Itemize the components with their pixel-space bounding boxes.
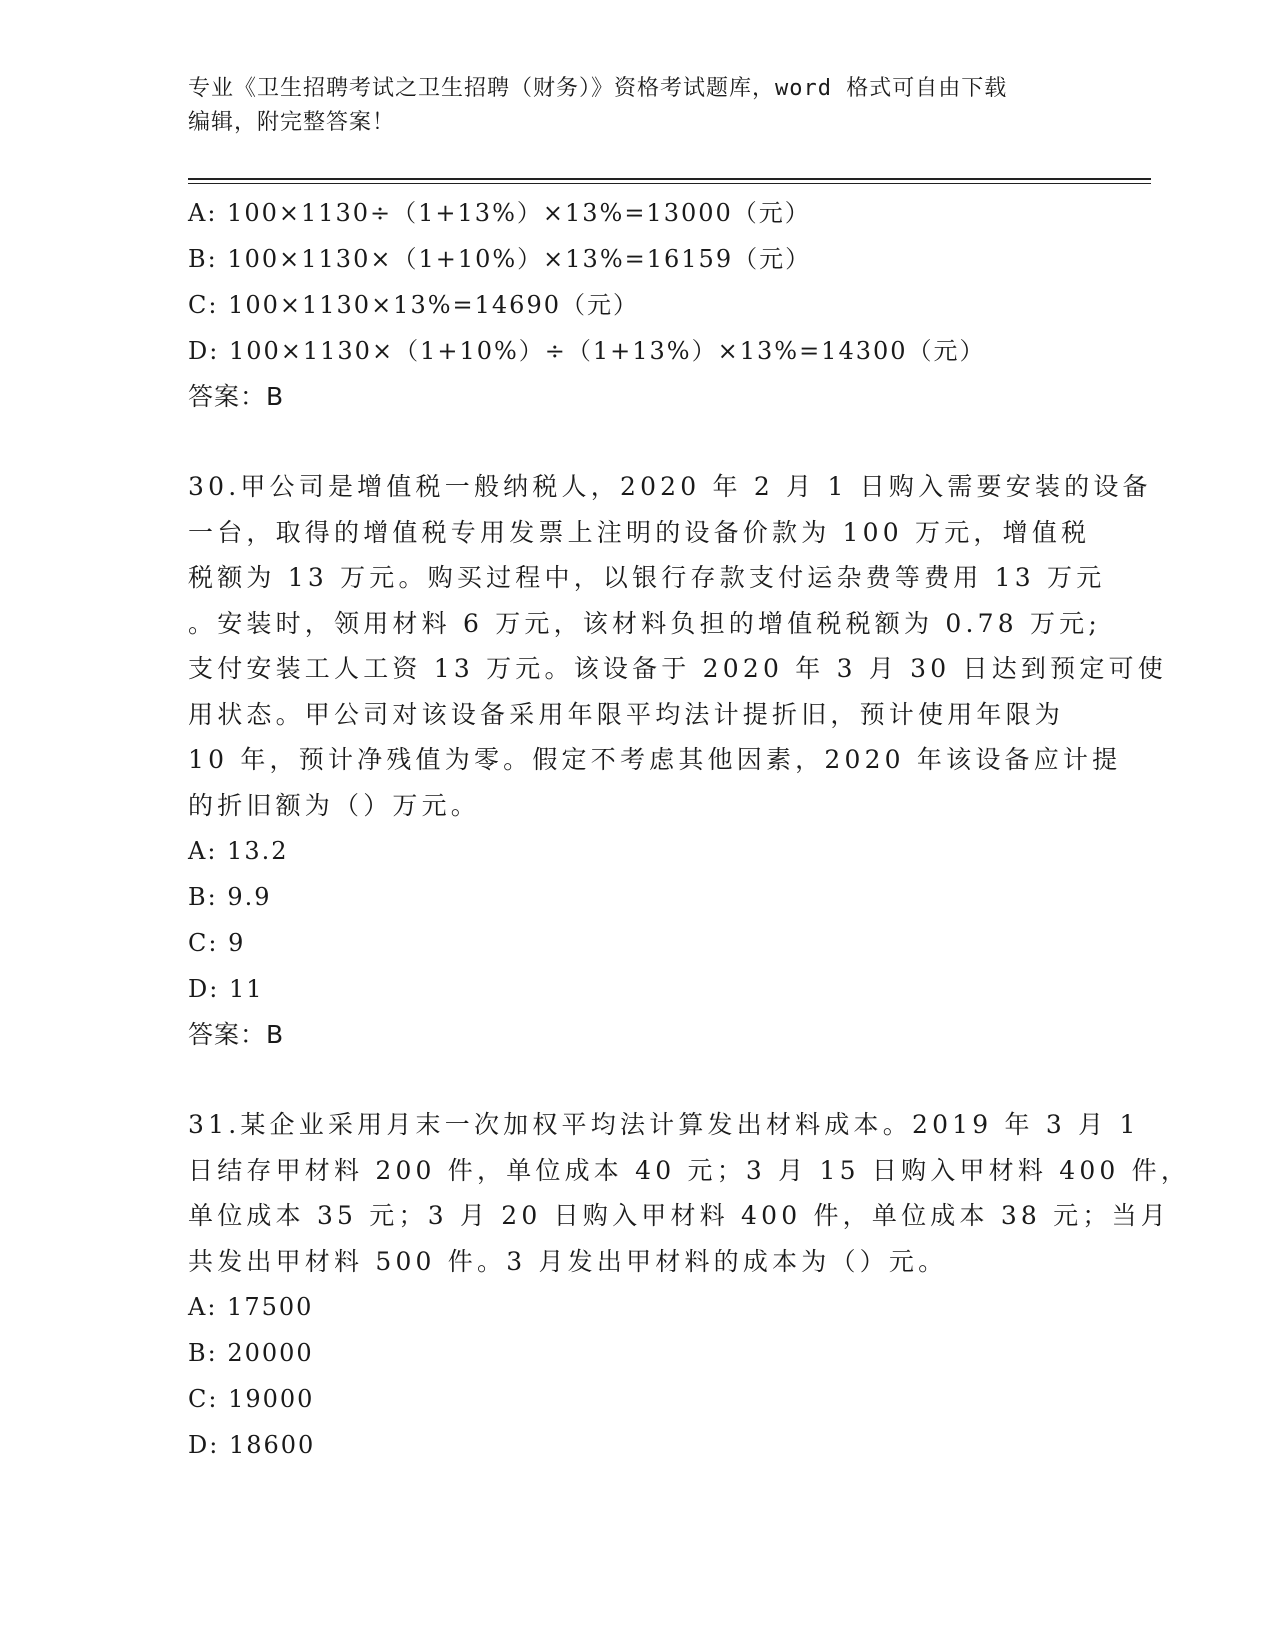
stem-line: 一台，取得的增值税专用发票上注明的设备价款为 100 万元，增值税 (188, 517, 1091, 547)
question-31-stem (188, 1102, 1191, 1284)
prev-question-options (188, 190, 1088, 374)
option-c: C: 9 (188, 929, 246, 957)
option-a: A: 13.2 (188, 837, 289, 865)
question-31-options (188, 1284, 1088, 1468)
header-rule-thick (188, 178, 1151, 180)
option-a: A: 100×1130÷（1+13%）×13%=13000（元） (188, 199, 811, 227)
option-d: D: 18600 (188, 1431, 316, 1459)
stem-line: 的折旧额为（）万元。 (188, 790, 481, 820)
question-30 (188, 464, 1167, 1058)
question-30-answer: 答案：B (188, 1020, 285, 1049)
question-31 (188, 1102, 1191, 1468)
stem-line: 共发出甲材料 500 件。3 月发出甲材料的成本为（）元。 (188, 1246, 948, 1276)
spacer (188, 420, 1088, 464)
option-b: B: 20000 (188, 1339, 314, 1367)
header-rule-thin (188, 183, 1151, 184)
option-a: A: 17500 (188, 1293, 314, 1321)
stem-line: 31.某企业采用月末一次加权平均法计算发出材料成本。2019 年 3 月 1 (188, 1110, 1140, 1139)
stem-line: 日结存甲材料 200 件，单位成本 40 元；3 月 15 日购入甲材料 400 件， (188, 1155, 1191, 1185)
question-30-options (188, 828, 1088, 1012)
prev-question-answer: 答案：B (188, 382, 285, 411)
option-d: D: 100×1130×（1+10%）÷（1+13%）×13%=14300（元） (188, 337, 986, 365)
option-c: C: 19000 (188, 1385, 315, 1413)
option-b: B: 9.9 (188, 883, 272, 911)
option-d: D: 11 (188, 975, 264, 1003)
stem-line: 单位成本 35 元；3 月 20 日购入甲材料 400 件，单位成本 38 元；当月 (188, 1201, 1170, 1230)
stem-line: 支付安装工人工资 13 万元。该设备于 2020 年 3 月 30 日达到预定可使 (188, 654, 1167, 683)
header-line-2: 编辑，附完整答案！ (188, 110, 396, 135)
stem-line: 30.甲公司是增值税一般纳税人，2020 年 2 月 1 日购入需要安装的设备 (188, 472, 1152, 501)
header-line-1: 专业《卫生招聘考试之卫生招聘（财务）》资格考试题库，word 格式可自由下载 (188, 76, 1008, 101)
question-30-stem (188, 464, 1167, 828)
document-header (188, 72, 1088, 140)
option-b: B: 100×1130×（1+10%）×13%=16159（元） (188, 245, 812, 273)
stem-line: 用状态。甲公司对该设备采用年限平均法计提折旧，预计使用年限为 (188, 699, 1065, 729)
option-c: C: 100×1130×13%=14690（元） (188, 291, 639, 319)
stem-line: 。安装时，领用材料 6 万元，该材料负担的增值税税额为 0.78 万元; (188, 608, 1101, 638)
stem-line: 10 年，预计净残值为零。假定不考虑其他因素，2020 年该设备应计提 (188, 745, 1122, 774)
spacer (188, 1058, 1088, 1102)
stem-line: 税额为 13 万元。购买过程中，以银行存款支付运杂费等费用 13 万元 (188, 563, 1106, 592)
document-body (188, 190, 1191, 1468)
